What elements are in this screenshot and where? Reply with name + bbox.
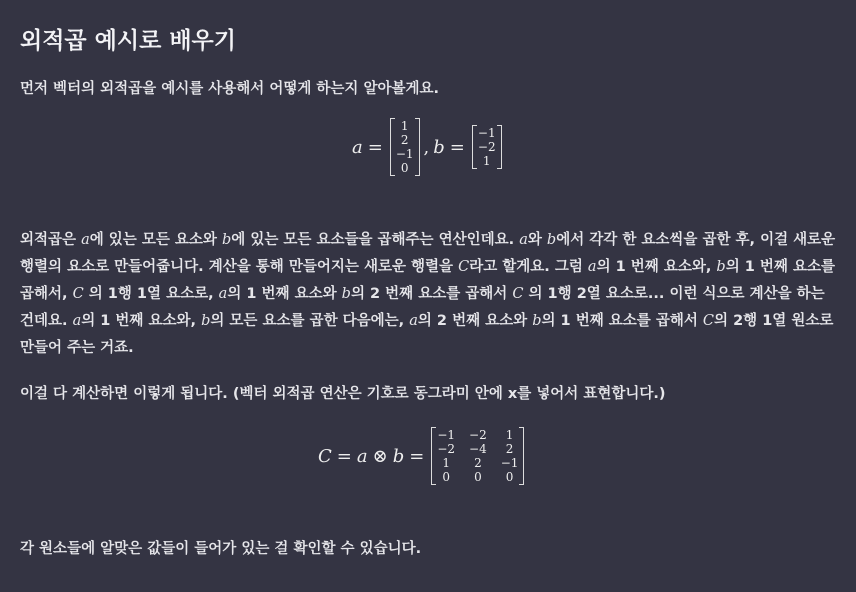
matrix-c-cell: 1 — [505, 428, 514, 442]
matrix-c-cell: 0 — [474, 470, 482, 484]
vector-b-cell: −2 — [477, 140, 496, 154]
math-b: b — [532, 313, 542, 329]
matrix-c-cell: 0 — [442, 470, 450, 484]
vector-definition-equation — [352, 118, 504, 176]
math-a: a — [81, 232, 90, 248]
math-a: a — [409, 313, 418, 329]
equals-sign: = — [336, 445, 352, 467]
comma: , — [423, 136, 430, 158]
math-b: b — [716, 259, 726, 275]
conclusion-paragraph: 각 원소들에 알맞은 값들이 들어가 있는 걸 확인할 수 있습니다. — [20, 541, 422, 557]
matrix-c-cell: −4 — [469, 442, 487, 456]
math-b: b — [201, 313, 211, 329]
symbol-c: C — [318, 445, 332, 467]
math-c: C — [458, 259, 470, 275]
vector-b — [472, 125, 502, 169]
matrix-c-cell: −2 — [437, 442, 456, 456]
vector-a-cell: 1 — [400, 119, 409, 133]
vector-a-cell: −1 — [395, 147, 414, 161]
matrix-c-cell: 0 — [505, 470, 514, 484]
math-b: b — [221, 232, 232, 248]
symbol-b: b — [392, 445, 405, 467]
math-b: b — [546, 232, 557, 248]
otimes-operator: ⊗ — [372, 445, 388, 467]
equals-sign: = — [409, 445, 425, 467]
vector-a — [390, 118, 420, 176]
math-c: C — [72, 286, 84, 302]
math-a: a — [587, 259, 597, 275]
equals-sign: = — [449, 136, 465, 158]
matrix-c-cell: 1 — [442, 456, 450, 470]
vector-b-cell: −1 — [477, 126, 496, 140]
equals-sign: = — [367, 136, 383, 158]
symbol-a: a — [356, 445, 368, 467]
vector-a-cell: 2 — [400, 133, 409, 147]
summary-paragraph: 이걸 다 계산하면 이렇게 됩니다. (벡터 외적곱 연산은 기호로 동그라미 안에 x를 넣어서 표현합니다.) — [20, 386, 666, 402]
matrix-c — [431, 427, 524, 485]
symbol-b: b — [433, 136, 445, 158]
page-title: 외적곱 예시로 배우기 — [20, 28, 236, 54]
matrix-c-cell: −1 — [437, 428, 456, 442]
matrix-c-cell: −2 — [469, 428, 487, 442]
math-c: C — [702, 313, 715, 329]
matrix-c-cell: −1 — [500, 456, 519, 470]
math-a: a — [218, 286, 228, 302]
intro-paragraph: 먼저 벡터의 외적곱을 예시를 사용해서 어떻게 하는지 알아볼게요. — [20, 81, 440, 97]
vector-b-cell: 1 — [482, 154, 491, 168]
explanation-paragraph: 외적곱은 a에 있는 모든 요소와 b에 있는 모든 요소들을 곱해주는 연산인데요. a와 b에서 각각 한 요소씩을 곱한 후, 이걸 새로운 행렬의 요소로 만들어줍니다. 계산을 통해 만들어지는 새로운 행렬을 C라고 할게요. 그럼 a의 1 번째 요소와, b의 1 번째 요소를 곱해서, C 의 1행 1열 요소로, a의 1 번째 요소와 b의 2 번째 요소를 곱해서 C 의 1행 2열 요소로... 이런 식으로 계산을 하는 건데요. a의 1 번째 요소와, b의 모든 요소를 곱한 다음에는, a의 2 번째 요소와 b의 1 번째 요소를 곱해서 C의 2행 1열 원소로 만들어 주는 거죠. — [20, 232, 836, 356]
vector-a-cell: 0 — [400, 161, 409, 175]
math-c: C — [512, 286, 524, 302]
matrix-c-cell: 2 — [505, 442, 514, 456]
math-a: a — [519, 232, 528, 248]
outer-product-equation — [318, 427, 526, 485]
math-b: b — [341, 286, 351, 302]
matrix-c-cell: 2 — [474, 456, 482, 470]
symbol-a: a — [352, 136, 363, 158]
math-a: a — [72, 313, 82, 329]
